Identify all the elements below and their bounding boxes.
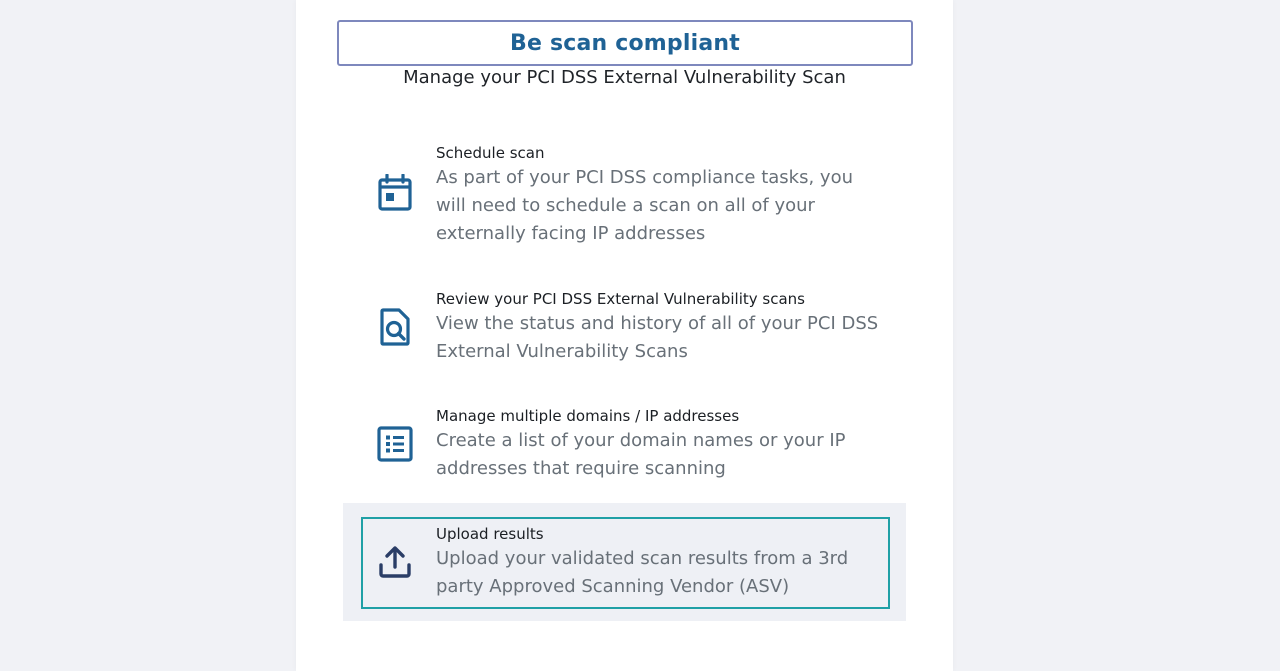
option-description: View the status and history of all of your PCI DSS External Vulnerability Scans — [436, 313, 879, 362]
page-subtitle: Manage your PCI DSS External Vulnerability Scan — [403, 67, 846, 88]
option-description: As part of your PCI DSS compliance tasks, you will need to schedule a scan on all of your externally facing IP addresses — [436, 167, 853, 244]
option-schedule-scan[interactable] — [361, 143, 881, 253]
option-heading: Schedule scan — [436, 144, 545, 162]
calendar-icon — [375, 173, 415, 213]
content-panel — [296, 0, 953, 671]
page-title: Be scan compliant — [510, 30, 740, 56]
option-review-scans[interactable] — [361, 289, 881, 369]
upload-icon — [375, 542, 415, 582]
option-manage-domains[interactable] — [361, 406, 881, 486]
title-banner — [337, 20, 913, 66]
option-heading: Review your PCI DSS External Vulnerability scans — [436, 290, 805, 308]
list-icon — [375, 424, 415, 464]
option-description: Upload your validated scan results from a 3rd party Approved Scanning Vendor (ASV) — [436, 548, 849, 597]
option-upload-results[interactable] — [361, 524, 881, 604]
document-search-icon — [375, 307, 415, 347]
option-description: Create a list of your domain names or your IP addresses that require scanning — [436, 430, 846, 479]
option-heading: Manage multiple domains / IP addresses — [436, 407, 740, 425]
option-heading: Upload results — [436, 525, 544, 543]
